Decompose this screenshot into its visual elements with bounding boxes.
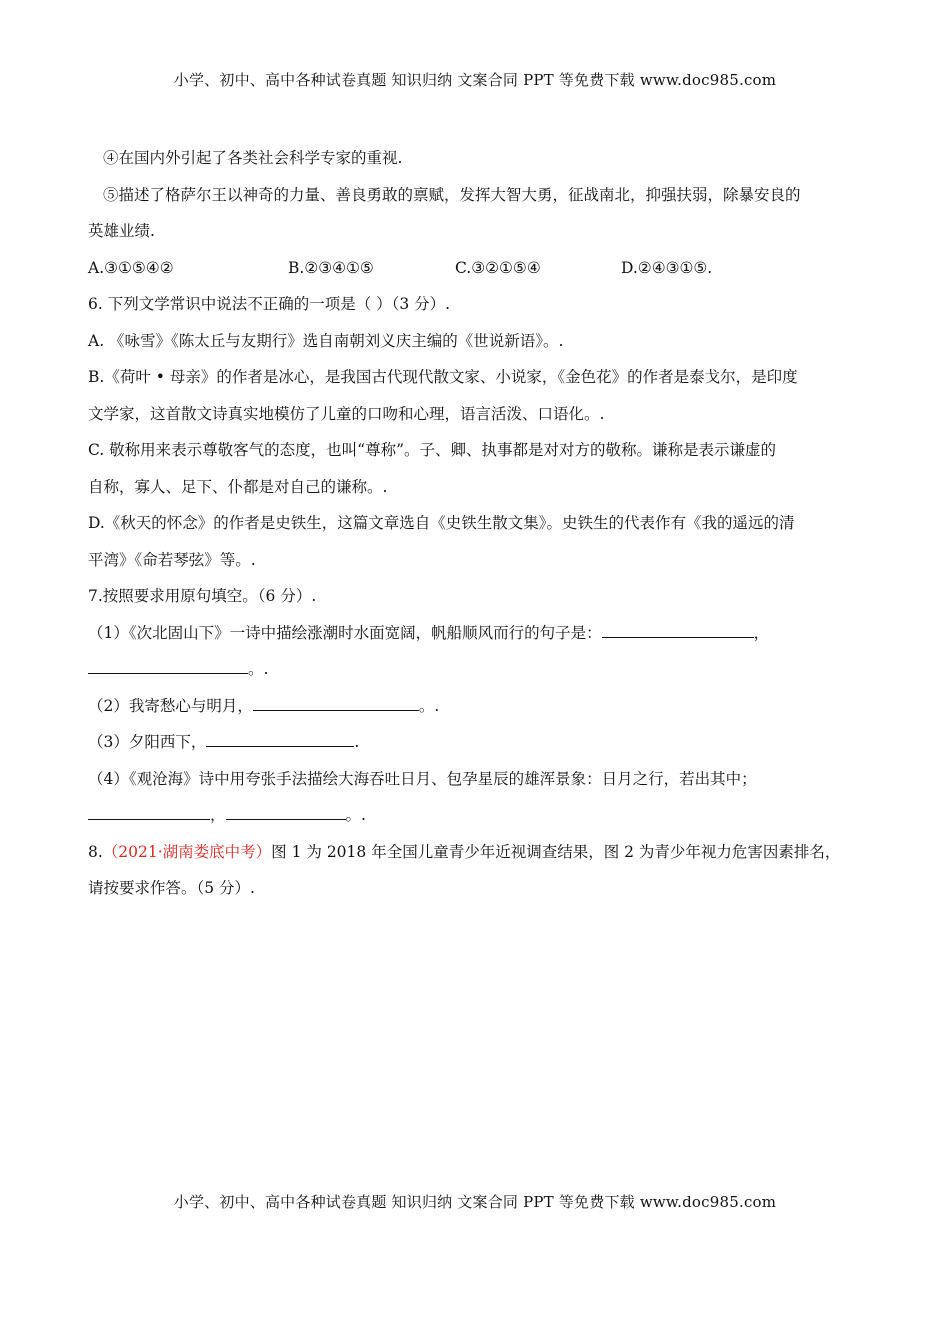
q7-part1-text: （1）《次北固山下》一诗中描绘涨潮时水面宽阔，帆船顺风而行的句子是：	[88, 623, 602, 642]
q7-part4	[88, 765, 866, 802]
q7-part4-end: 。.	[345, 806, 366, 824]
q6-option-b-line1: B.《荷叶 • 母亲》的作者是冰心，是我国古代现代散文家、小说家，《金色花》的作者是泰戈尔，是印度	[88, 368, 798, 386]
q5-item-5-line2: 英雄业绩.	[88, 222, 155, 240]
q6-option-d-line1: D.《秋天的怀念》的作者是史铁生，这篇文章选自《史铁生散文集》。史铁生的代表作有《我的遥远的清	[88, 514, 795, 532]
q7-part3	[88, 728, 866, 765]
q7-part4-text: （4）《观沧海》诗中用夸张手法描绘大海吞吐日月、包孕星辰的雄浑景象：日月之行，若出其中；	[88, 769, 757, 788]
q5-option-b: B.②③④①⑤	[288, 258, 374, 277]
q8-line2: 请按要求作答。（5 分）.	[88, 879, 255, 897]
page-header: 小学、初中、高中各种试卷真题 知识归纳 文案合同 PPT 等免费下载 www.doc985.com	[173, 71, 777, 89]
document-body	[88, 144, 866, 911]
q5-item-4: ④在国内外引起了各类社会科学专家的重视.	[103, 149, 403, 167]
q6-option-c-line2: 自称，寡人、足下、仆都是对自己的谦称。.	[88, 477, 388, 496]
q7-part1-comma: ，	[753, 623, 770, 642]
q6-option-b-line2: 文学家，这首散文诗真实地模仿了儿童的口吻和心理，语言活泼、口语化。.	[88, 404, 605, 423]
q8-line1	[88, 838, 866, 875]
q7-part1-blank1[interactable]	[602, 619, 754, 638]
q7-part4-cont	[88, 801, 866, 838]
q7-part2-text: （2）我寄愁心与明月，	[88, 696, 253, 715]
q6-option-d-line2: 平湾》《命若琴弦》等。.	[88, 550, 256, 569]
q7-part1-end: 。.	[248, 660, 269, 678]
q5-option-c: C.③②①⑤④	[455, 258, 541, 277]
q7-part1	[88, 619, 866, 656]
q5-item-5-line1: ⑤描述了格萨尔王以神奇的力量、善良勇敢的禀赋，发挥大智大勇，征战南北，抑强扶弱，除暴安良的	[103, 185, 801, 204]
q8-number: 8.	[88, 842, 103, 861]
q7-part4-comma: ，	[210, 806, 226, 824]
q6-option-c-line1: C. 敬称用来表示尊敬客气的态度，也叫“尊称”。子、卿、执事都是对对方的敬称。谦称是表示谦虚的	[88, 441, 777, 459]
q7-stem: 7.按照要求用原句填空。（6 分）.	[88, 587, 317, 605]
q7-part3-end: .	[354, 733, 360, 751]
q7-part2	[88, 692, 866, 729]
q5-options	[88, 254, 866, 291]
q7-part1-cont	[88, 655, 866, 692]
q8-source: （2021·湖南娄底中考）	[102, 842, 272, 861]
q7-part3-blank[interactable]	[206, 728, 354, 747]
q6-stem: 6. 下列文学常识中说法不正确的一项是（ ）（3 分）.	[88, 295, 451, 313]
q5-option-d: D.②④③①⑤.	[621, 258, 713, 277]
q7-part2-end: 。.	[418, 696, 440, 715]
q8-text: 图 1 为 2018 年全国儿童青少年近视调查结果，图 2 为青少年视力危害因素排名，	[271, 842, 841, 861]
q6-option-a: A. 《咏雪》《陈太丘与友期行》选自南朝刘义庆主编的《世说新语》。.	[88, 331, 564, 350]
q7-part4-blank2[interactable]	[226, 801, 346, 820]
q7-part1-blank2[interactable]	[88, 655, 248, 674]
page-footer: 小学、初中、高中各种试卷真题 知识归纳 文案合同 PPT 等免费下载 www.doc985.com	[173, 1193, 777, 1211]
q7-part4-blank1[interactable]	[88, 801, 210, 820]
q7-part3-text: （3）夕阳西下，	[88, 733, 207, 751]
q5-option-a: A.③①⑤④②	[88, 258, 174, 277]
q7-part2-blank[interactable]	[253, 692, 419, 711]
